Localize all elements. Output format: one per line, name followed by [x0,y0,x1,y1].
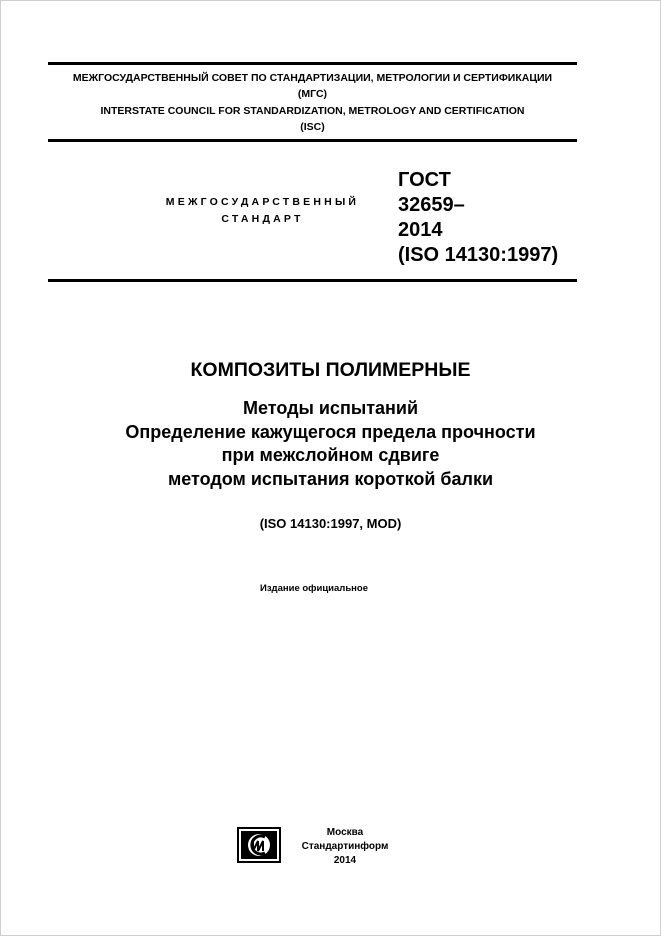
header-rule [48,139,577,142]
subtitle-line4: методом испытания короткой балки [167,468,494,489]
gost-designation [398,168,558,268]
council-ru [48,70,577,102]
council-ru-line1: МЕЖГОСУДАРСТВЕННЫЙ СОВЕТ ПО СТАНДАРТИЗАЦИИ, МЕТРОЛОГИИ И СЕРТИФИКАЦИИ [72,72,553,84]
gost-line4: (ISO 14130:1997) [398,244,559,266]
edition-note: Издание официальное [260,583,368,594]
standard-label-line2: СТАНДАРТ [221,213,304,225]
standartinform-logo-icon [237,827,281,863]
imprint-publisher: Стандартинформ [301,841,389,852]
standard-label [140,194,385,228]
imprint [290,826,400,868]
gost-line3: 2014 [398,219,443,241]
imprint-city: Москва [326,827,364,838]
council-en [48,103,577,135]
iso-reference: (ISO 14130:1997, MOD) [259,516,402,531]
subtitle-line3: при межслойном сдвиге [221,445,440,465]
subtitle-line2: Определение кажущегося предела прочности [125,421,536,442]
imprint-year: 2014 [333,855,357,866]
standard-label-line1: МЕЖГОСУДАРСТВЕННЫЙ [165,196,360,208]
gost-line2: 32659– [398,194,465,216]
council-en-line1: INTERSTATE COUNCIL FOR STANDARDIZATION, METROLOGY AND CERTIFICATION [100,105,525,117]
title-rule [48,279,577,282]
document-title: КОМПОЗИТЫ ПОЛИМЕРНЫЕ [190,359,471,381]
council-ru-line2: (МГС) [297,88,328,100]
gost-line1: ГОСТ [398,169,451,191]
top-rule [48,62,577,65]
subtitle-line1: Методы испытаний [242,398,419,418]
document-subtitle [0,397,661,491]
council-en-line2: (ISC) [300,121,325,133]
